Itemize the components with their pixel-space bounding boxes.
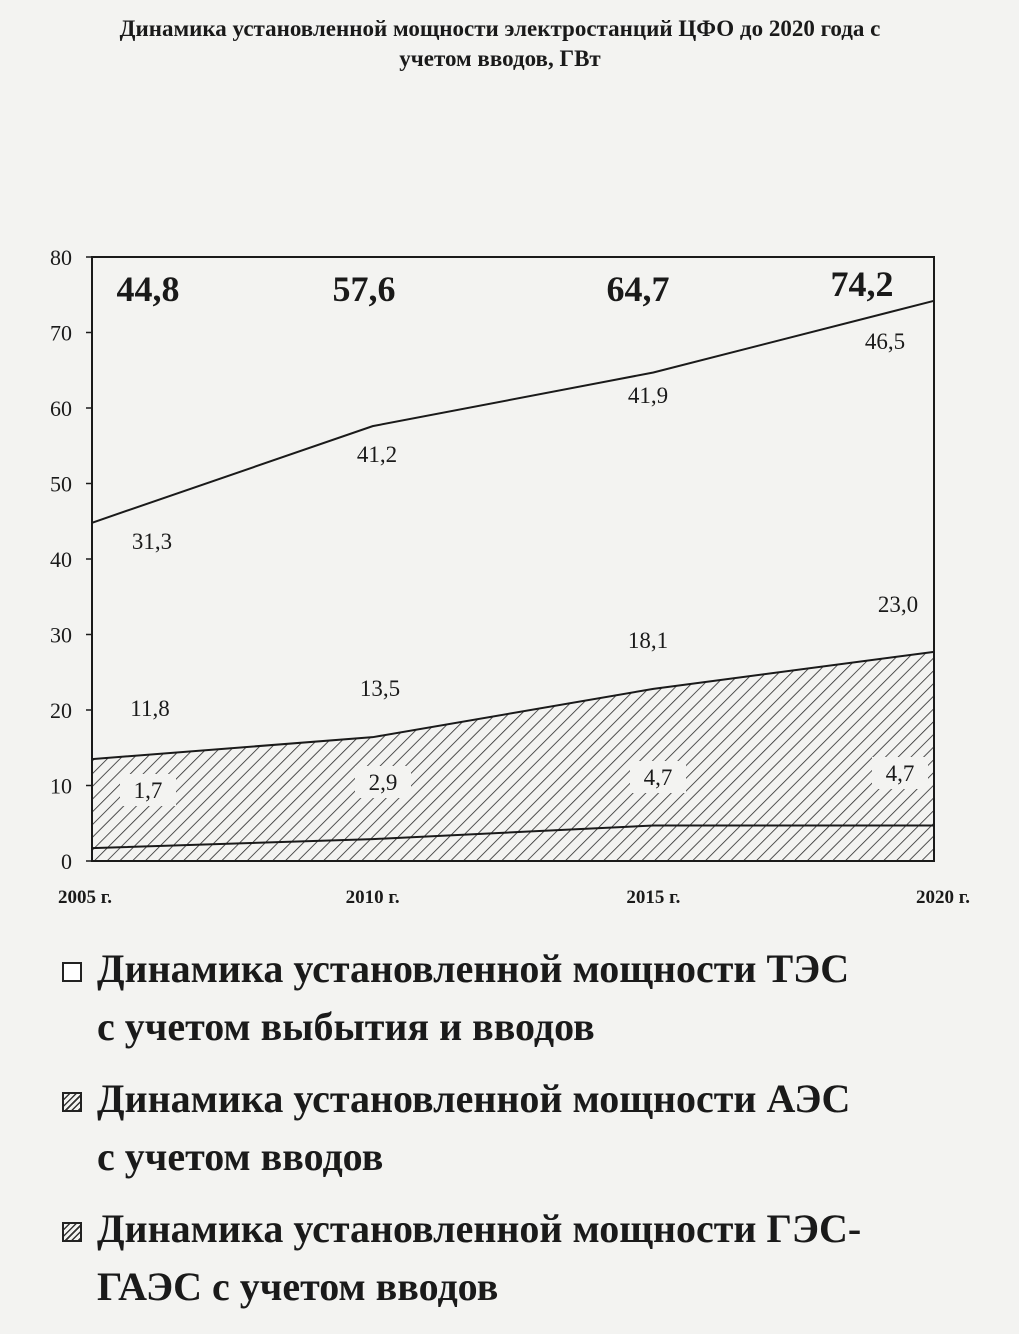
legend-item-aes: [62, 1070, 1002, 1186]
legend-item-tes: [62, 940, 1002, 1056]
y-tick-label: 80: [50, 245, 72, 270]
y-tick-label: 0: [61, 849, 72, 874]
legend-item-ges: [62, 1200, 1002, 1316]
data-label-ges: 4,7: [643, 765, 673, 790]
tes-line: [92, 301, 934, 523]
data-label-tes: 31,3: [131, 529, 173, 554]
total-label: 57,6: [332, 269, 396, 309]
data-label-tes: 41,9: [627, 383, 669, 408]
total-label: 74,2: [830, 264, 894, 304]
data-label-aes: 23,0: [877, 592, 919, 617]
y-tick-label: 50: [50, 471, 72, 497]
data-label-ges: 4,7: [885, 761, 915, 786]
y-tick-label: 60: [50, 396, 72, 421]
data-label-tes: 41,2: [356, 442, 398, 467]
legend-label-aes-line-1: Динамика установленной мощности АЭС: [97, 1076, 851, 1121]
legend-label-aes-line-2: с учетом вводов: [97, 1134, 384, 1179]
data-label-aes: 18,1: [627, 628, 669, 653]
data-label-ges: 1,7: [133, 778, 163, 803]
total-label: 64,7: [606, 269, 670, 309]
legend-swatch-ges: [62, 1222, 82, 1242]
y-tick-label: 40: [50, 547, 72, 572]
data-label-aes: 13,5: [359, 676, 401, 701]
legend-label-tes-line-2: с учетом выбытия и вводов: [97, 1004, 595, 1049]
data-label-aes: 11,8: [130, 696, 170, 721]
y-tick-label: 30: [50, 622, 72, 648]
x-tick-label: 2015 г.: [626, 887, 681, 908]
legend-label-tes-line-1: Динамика установленной мощности ТЭС: [97, 946, 850, 991]
y-tick-label: 10: [50, 773, 72, 799]
chart-title-line-2: учетом вводов, ГВт: [399, 46, 601, 71]
x-tick-label: 2020 г.: [916, 887, 970, 908]
legend-label-ges-line-1: Динамика установленной мощности ГЭС-: [97, 1206, 862, 1251]
y-tick-label: 70: [50, 320, 72, 346]
data-label-tes: 46,5: [864, 329, 906, 354]
x-tick-label: 2010 г.: [345, 887, 400, 908]
x-tick-label: 2005 г.: [58, 887, 112, 908]
data-label-ges: 2,9: [368, 770, 398, 795]
total-label: 44,8: [116, 269, 180, 309]
chart-title-line-1: Динамика установленной мощности электростанций ЦФО до 2020 года с: [119, 16, 881, 41]
legend: [62, 940, 1002, 1330]
legend-swatch-tes: [62, 962, 82, 982]
legend-swatch-aes: [62, 1092, 82, 1112]
legend-label-ges-line-2: ГАЭС с учетом вводов: [97, 1264, 499, 1309]
y-tick-label: 20: [50, 698, 72, 723]
